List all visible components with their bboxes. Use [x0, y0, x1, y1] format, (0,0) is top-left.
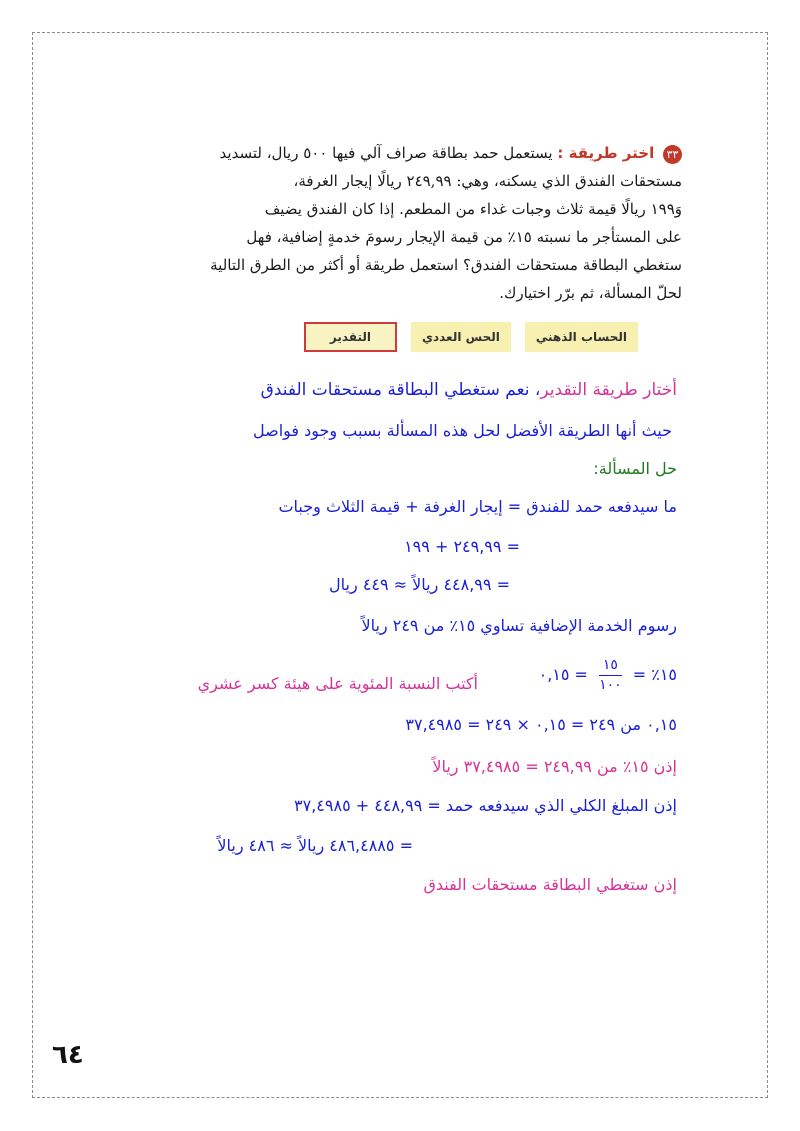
- total-formula: إذن المبلغ الكلي الذي سيدفعه حمد = ٤٤٨,٩٩ + ٣٧,٤٩٨٥: [294, 796, 677, 815]
- percent-lhs: ١٥٪ =: [632, 665, 677, 684]
- strategy-mental-math: الحساب الذهني: [525, 322, 638, 352]
- choice-line: [261, 380, 677, 400]
- reason-line: حيث أنها الطريقة الأفضل لحل هذه المسألة بسبب وجود فواصل: [252, 421, 672, 440]
- choice-suffix: ، نعم ستغطي البطاقة مستحقات الفندق: [260, 380, 541, 400]
- solution-heading: حل المسألة:: [593, 459, 677, 478]
- choice-prefix: أختار طريقة التقدير: [540, 380, 677, 400]
- percent-conversion: [539, 656, 677, 695]
- paid-formula: ما سيدفعه حمد للفندق = إيجار الغرفة + قيمة الثلاث وجبات: [278, 497, 677, 516]
- total-result: = ٤٨٦,٤٨٨٥ ريالاً ≈ ٤٨٦ ريالاً: [217, 836, 413, 855]
- service-fee-line: رسوم الخدمة الإضافية تساوي ١٥٪ من ٢٤٩ ريالاً: [361, 616, 677, 635]
- page-number: ٦٤: [52, 1040, 84, 1070]
- fee-calculation: ٠,١٥ من ٢٤٩ = ٠,١٥ × ٢٤٩ = ٣٧,٤٩٨٥: [405, 715, 677, 734]
- percent-fraction: [599, 656, 622, 695]
- fee-result: إذن ١٥٪ من ٢٤٩,٩٩ = ٣٧,٤٩٨٥ ريالاً: [432, 757, 677, 776]
- problem-text-4: على المستأجر ما نسبته ١٥٪ من قيمة الإيجار رسومَ خدمةٍ إضافية، فهل: [246, 228, 682, 246]
- problem-text-1: يستعمل حمد بطاقة صراف آلي فيها ٥٠٠ ريال، لتسديد: [219, 144, 553, 162]
- problem-text-5: ستغطي البطاقة مستحقات الفندق؟ استعمل طريقة أو أكثر من الطرق التالية: [210, 256, 682, 274]
- strategy-estimation-selected: التقدير: [304, 322, 397, 352]
- sum-result: = ٤٤٨,٩٩ ريالاً ≈ ٤٤٩ ريال: [329, 575, 510, 594]
- fraction-denominator: ١٠٠: [599, 677, 622, 693]
- conclusion: إذن ستغطي البطاقة مستحقات الفندق: [423, 875, 677, 894]
- problem-number-badge: ٣٣: [663, 145, 682, 164]
- fraction-numerator: ١٥: [599, 656, 622, 676]
- problem-text-3: وَ١٩٩ ريالًا قيمة ثلاث وجبات غداء من المطعم. إذا كان الفندق يضيف: [264, 200, 682, 218]
- problem-statement: [0, 139, 682, 307]
- strategy-number-sense: الحس العددي: [411, 322, 511, 352]
- sum-line: = ٢٤٩,٩٩ + ١٩٩: [404, 537, 520, 556]
- percent-note: أكتب النسبة المئوية على هيئة كسر عشري: [197, 674, 478, 693]
- strategy-options: [304, 322, 638, 352]
- problem-text-6: لحلّ المسألة، ثم برّر اختيارك.: [499, 284, 682, 302]
- percent-rhs: = ٠,١٥: [538, 665, 588, 684]
- problem-line-1: [0, 139, 682, 167]
- problem-text-2: مستحقات الفندق الذي يسكنه، وهي: ٢٤٩,٩٩ ريالًا إيجار الغرفة،: [293, 172, 682, 190]
- problem-title: اختر طريقة :: [557, 144, 655, 162]
